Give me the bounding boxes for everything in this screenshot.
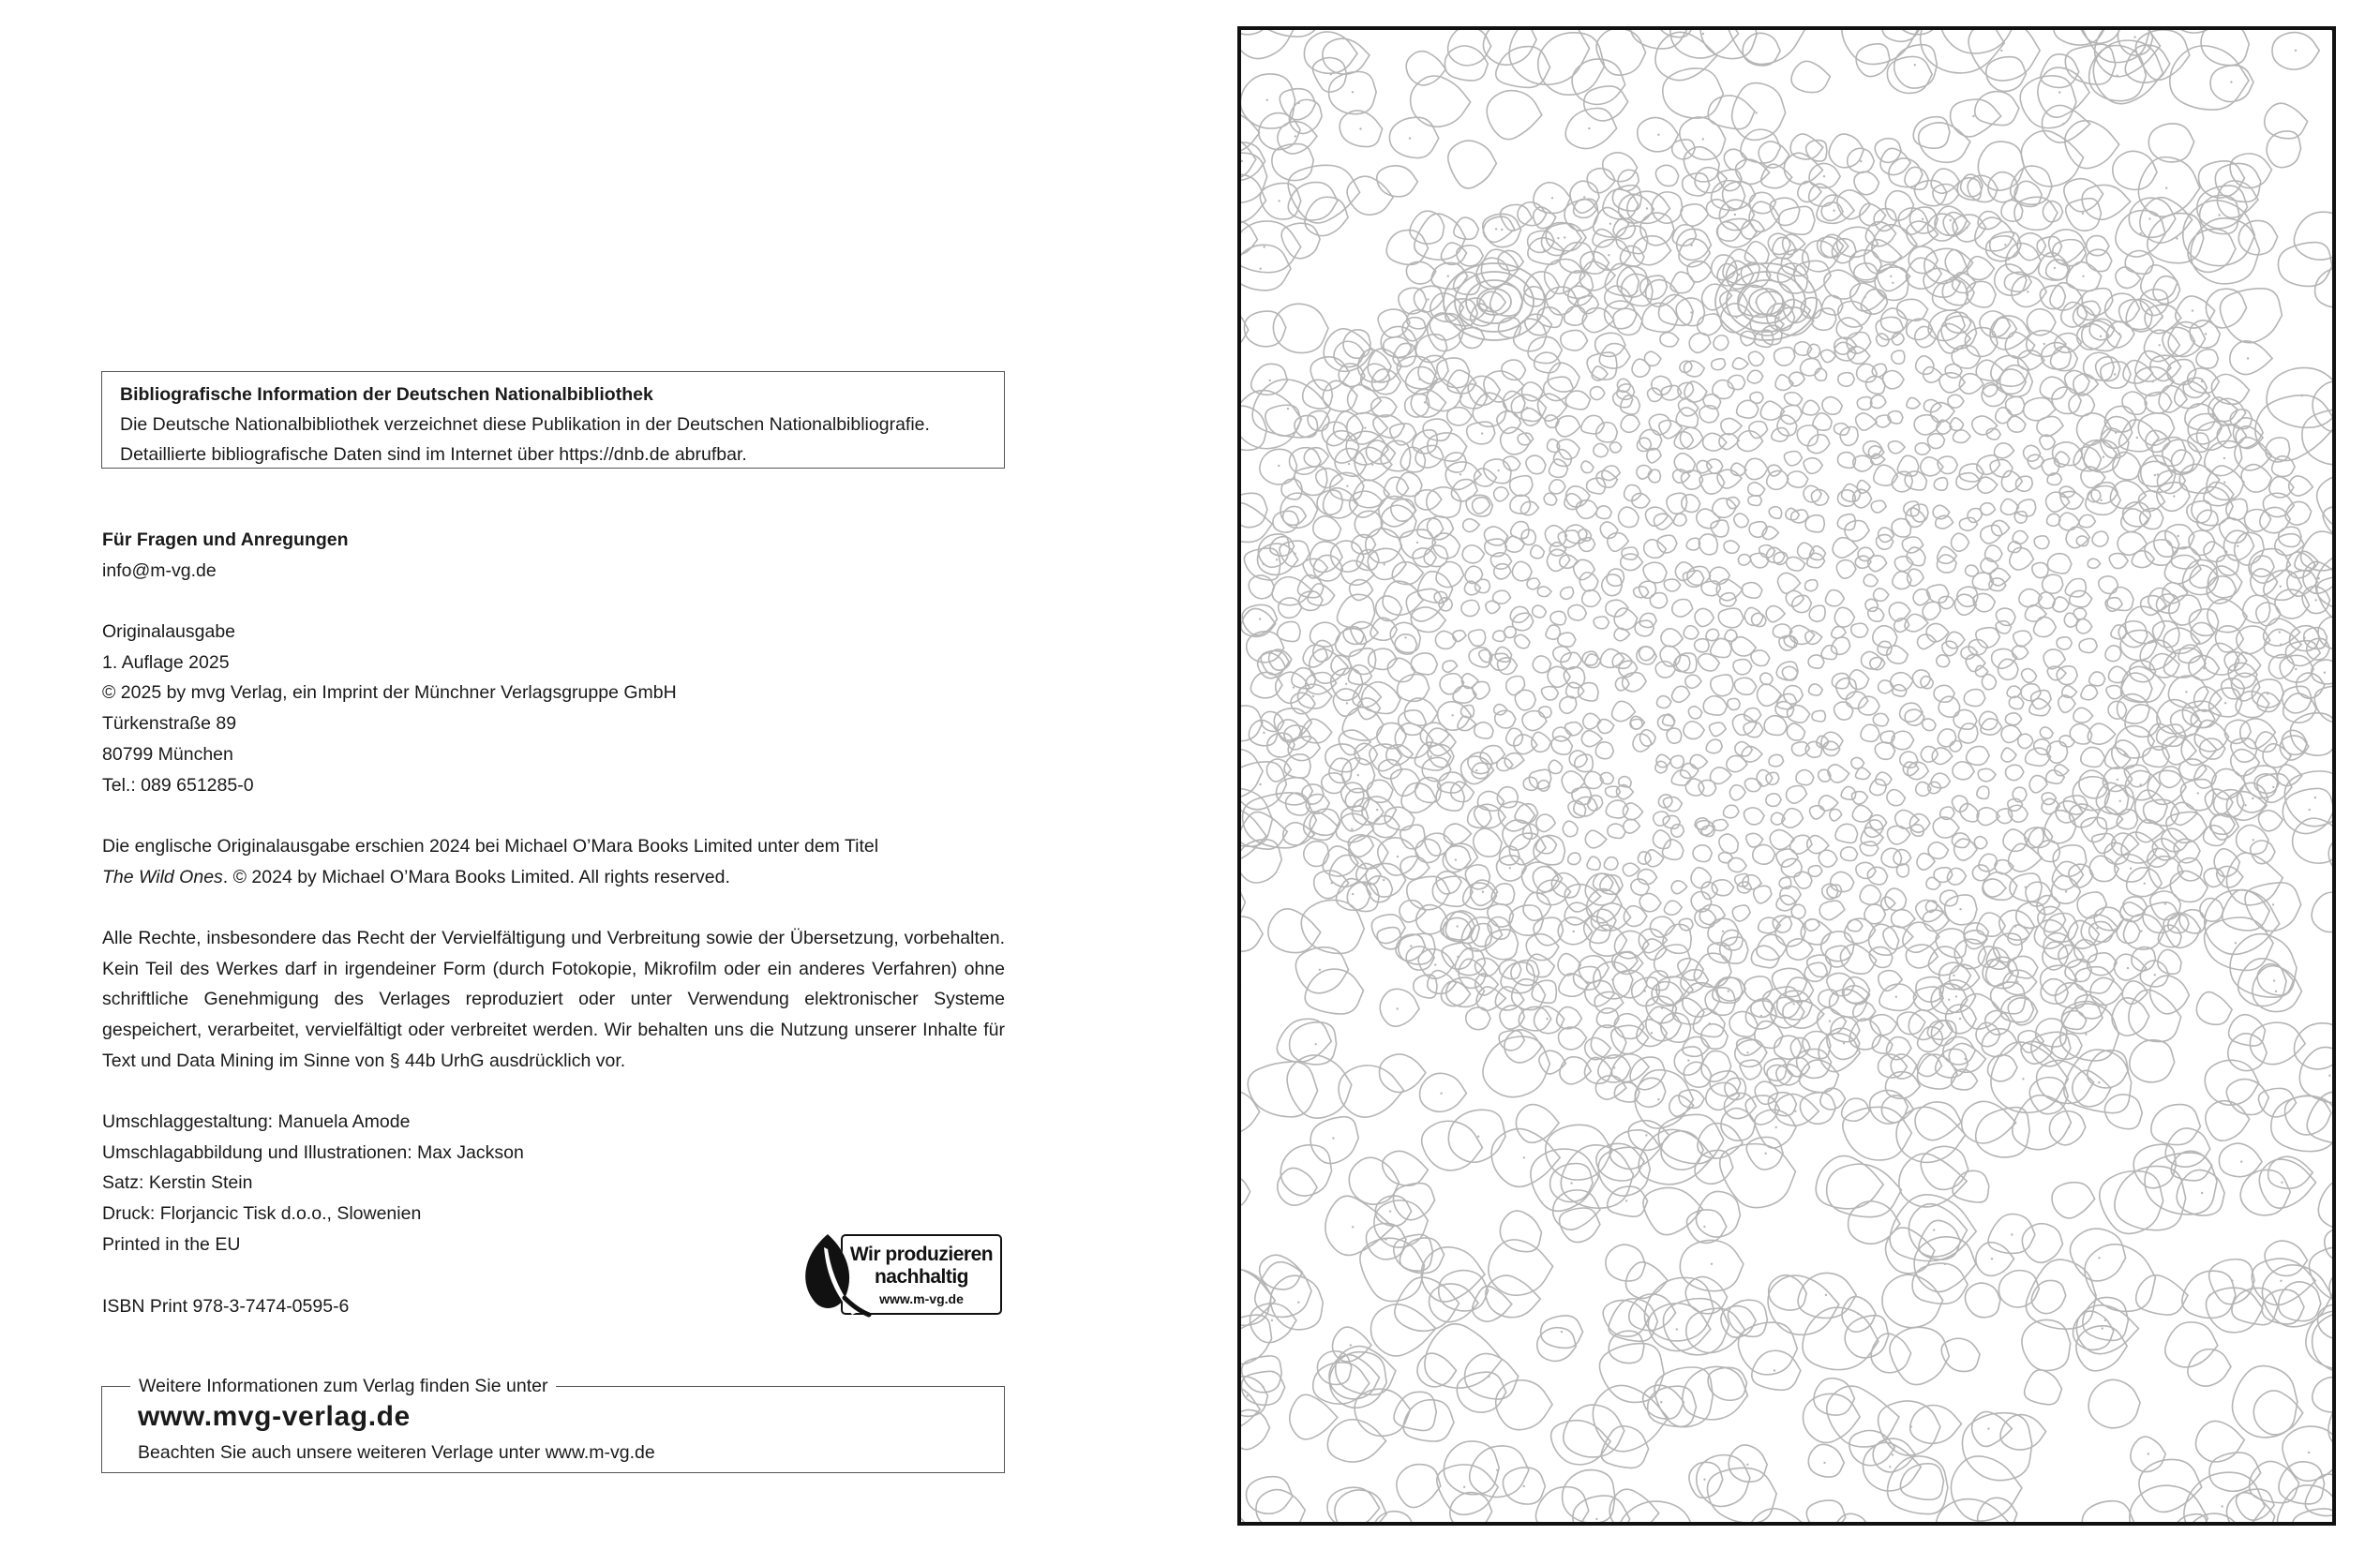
isbn: ISBN Print 978-3-7474-0595-6 [102, 1296, 350, 1317]
sustainability-badge [800, 1230, 1008, 1319]
edition-line: © 2025 by mvg Verlag, ein Imprint der Münchner Verlagsgruppe GmbH [102, 682, 677, 704]
leaf-icon [800, 1230, 875, 1319]
original-line-2 [102, 862, 878, 893]
original-edition-block [102, 831, 878, 892]
badge-line-1: Wir produzieren [849, 1244, 994, 1265]
bibliographic-line-2: Detaillierte bibliografische Daten sind im Internet über https://dnb.de abrufbar. [120, 444, 747, 465]
credits-block [102, 1107, 524, 1260]
coloring-artwork-frame [1237, 26, 2336, 1526]
publisher-url[interactable]: www.mvg-verlag.de [138, 1401, 411, 1432]
edition-line: Originalausgabe [102, 621, 236, 642]
publisher-note: Beachten Sie auch unsere weiteren Verlage unter www.m-vg.de [138, 1442, 655, 1463]
publisher-info-legend: Weitere Informationen zum Verlag finden Sie unter [130, 1372, 556, 1400]
bibliographic-heading: Bibliografische Information der Deutschen Nationalbibliothek [120, 384, 653, 405]
publisher-info-box [101, 1376, 1005, 1473]
badge-url: www.m-vg.de [879, 1291, 964, 1306]
badge-line-2: nachhaltig [874, 1266, 968, 1288]
leopard-coloring-illustration [1241, 30, 2332, 1522]
original-line-1: Die englische Originalausgabe erschien 2024 bei Michael O’Mara Books Limited unter dem Titel [102, 836, 879, 857]
edition-line: 80799 München [102, 743, 233, 765]
credit-line: Satz: Kerstin Stein [102, 1172, 253, 1194]
edition-line: Türkenstraße 89 [102, 713, 237, 735]
bibliographic-line-1: Die Deutsche Nationalbibliothek verzeichnet diese Publikation in der Deutschen Nationalbibliografie. [120, 414, 930, 435]
contact-email: info@m-vg.de [102, 559, 217, 581]
contact-heading: Für Fragen und Anregungen [102, 529, 349, 550]
edition-line: Tel.: 089 651285-0 [102, 774, 254, 796]
credit-line: Umschlagabbildung und Illustrationen: Max Jackson [102, 1141, 524, 1163]
rights-paragraph: Alle Rechte, insbesondere das Recht der Vervielfältigung und Verbreitung sowie der Übersetzung, vorbehalten. Kein Teil des Werkes darf in irgendeiner Form (durch Fotokopie, Mikrofilm oder ein anderes Verfahren) ohne schriftliche Genehmigung des Verlages reproduziert oder unter Verwendung elektronischer Systeme gespeichert, verarbeitet, vervielfältigt oder verbreitet werden. Wir behalten uns die Nutzung unserer Inhalte für Text und Data Mining im Sinne von § 44b UrhG ausdrücklich vor. [102, 928, 1005, 1071]
original-title: The Wild Ones [102, 866, 223, 887]
bibliographic-info-box [101, 371, 1005, 469]
right-page [1190, 0, 2380, 1550]
original-copyright: . © 2024 by Michael O’Mara Books Limited. All rights reserved. [222, 866, 730, 887]
credit-line: Umschlaggestaltung: Manuela Amode [102, 1111, 411, 1132]
contact-block [102, 525, 349, 586]
edition-block [102, 617, 677, 800]
edition-line: 1. Auflage 2025 [102, 651, 230, 673]
credit-line: Printed in the EU [102, 1233, 241, 1255]
credit-line: Druck: Florjancic Tisk d.o.o., Slowenien [102, 1203, 422, 1225]
